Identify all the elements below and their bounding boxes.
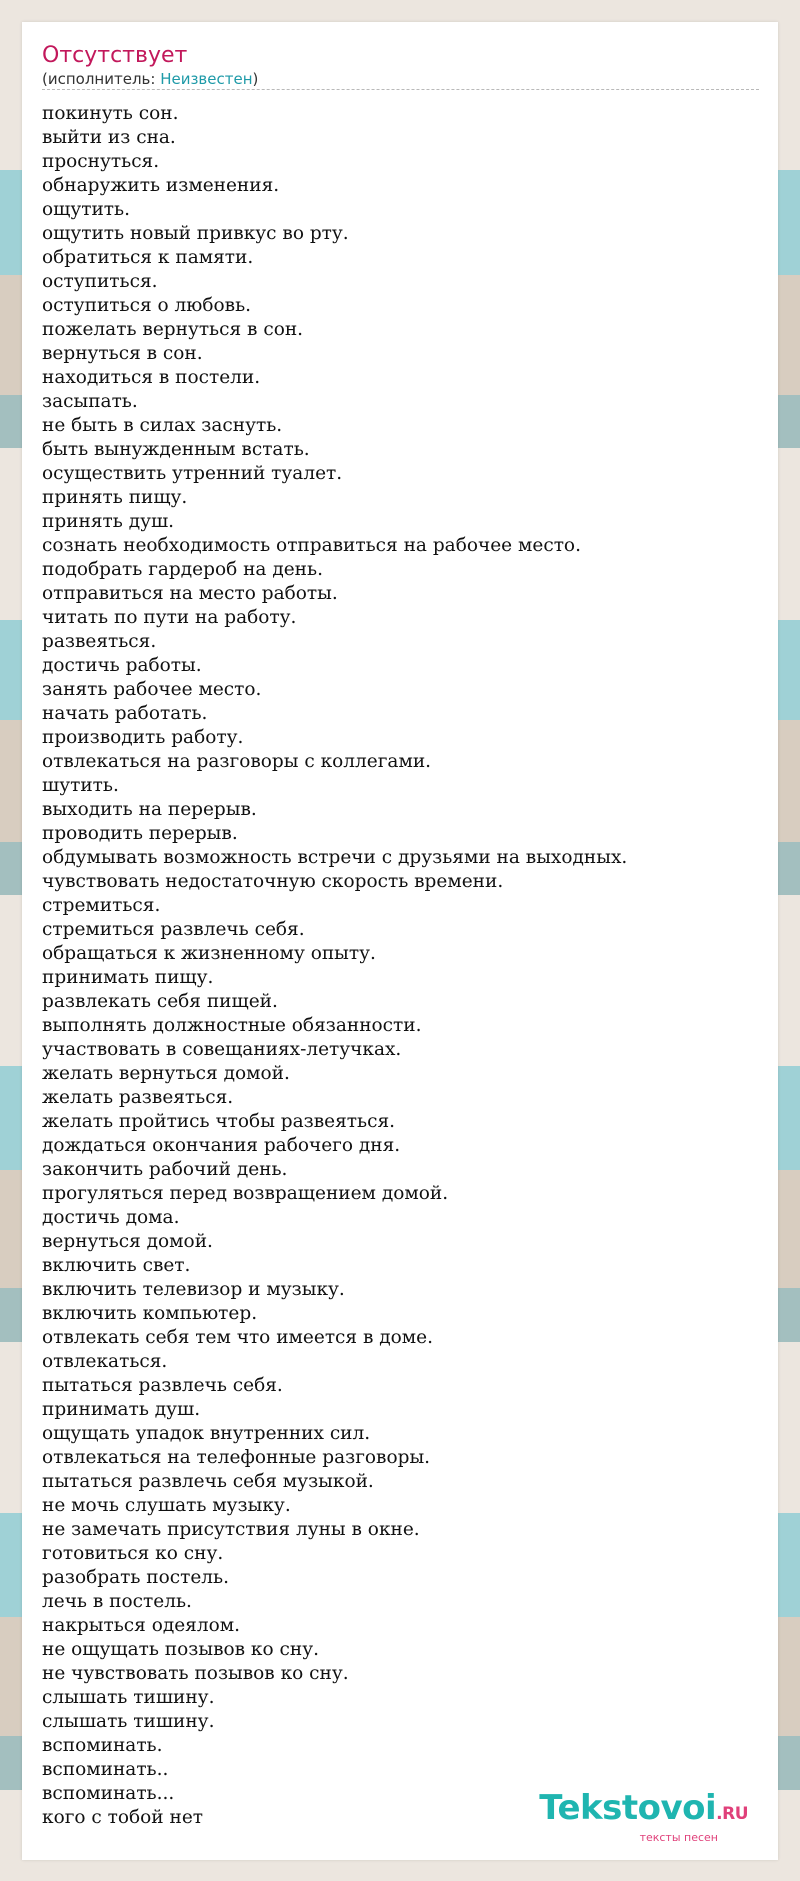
lyric-line: выполнять должностные обязанности. [42,1015,422,1036]
lyric-line: не ощущать позывов ко сну. [42,1639,319,1660]
song-title: Отсутствует [42,43,188,68]
lyric-line: принять пищу. [42,487,188,508]
lyric-line: разобрать постель. [42,1567,230,1588]
lyric-line: ощутить новый привкус во рту. [42,223,349,244]
lyric-line: не чувствовать позывов ко сну. [42,1663,349,1684]
lyric-line: прогуляться перед возвращением домой. [42,1183,449,1204]
lyric-line: участвовать в совещаниях-летучках. [42,1039,402,1060]
lyric-line: занять рабочее место. [42,679,262,700]
lyric-line: пытаться развлечь себя. [42,1375,283,1396]
lyric-line: находиться в постели. [42,367,261,388]
lyric-line: закончить рабочий день. [42,1159,288,1180]
lyric-line: оступиться. [42,271,158,292]
lyric-line: не замечать присутствия луны в окне. [42,1519,420,1540]
lyric-line: принять душ. [42,511,175,532]
lyric-line: слышать тишину. [42,1711,215,1732]
lyric-line: засыпать. [42,391,138,412]
lyric-line: обратиться к памяти. [42,247,254,268]
lyric-line: принимать душ. [42,1399,201,1420]
lyric-line: отвлекаться. [42,1351,168,1372]
logo-domain: .RU [716,1804,748,1824]
lyric-line: стремиться развлечь себя. [42,919,305,940]
lyric-line: дождаться окончания рабочего дня. [42,1135,401,1156]
song-header [42,42,759,90]
lyric-line: выйти из сна. [42,127,176,148]
lyric-line: читать по пути на работу. [42,607,297,628]
lyric-line: лечь в постель. [42,1591,192,1612]
artist-suffix: ) [252,70,259,88]
lyric-line: достичь работы. [42,655,202,676]
lyric-line: включить телевизор и музыку. [42,1279,345,1300]
logo-wordmark [528,1790,748,1832]
lyric-line: включить компьютер. [42,1303,258,1324]
lyric-line: пытаться развлечь себя музыкой. [42,1471,374,1492]
artist-link[interactable]: Неизвестен [160,70,253,88]
lyrics-card [22,22,778,1860]
lyric-line: вспоминать.. [42,1759,169,1780]
lyric-line: развлекать себя пищей. [42,991,278,1012]
lyric-line: шутить. [42,775,119,796]
lyric-line: обнаружить изменения. [42,175,280,196]
lyric-line: проснуться. [42,151,160,172]
artist-prefix: (исполнитель: [42,70,161,88]
lyric-line: сознать необходимость отправиться на рабочее место. [42,535,581,556]
lyric-line: производить работу. [42,727,244,748]
lyric-line: не быть в силах заснуть. [42,415,283,436]
lyric-line: пожелать вернуться в сон. [42,319,304,340]
lyric-line: выходить на перерыв. [42,799,257,820]
lyric-line: вернуться в сон. [42,343,203,364]
lyric-line: обдумывать возможность встречи с друзьями на выходных. [42,847,628,868]
lyric-line: желать вернуться домой. [42,1063,290,1084]
lyric-line: достичь дома. [42,1207,180,1228]
lyric-line: принимать пищу. [42,967,214,988]
lyric-line: включить свет. [42,1255,191,1276]
lyric-line: быть вынужденным встать. [42,439,310,460]
lyric-line: начать работать. [42,703,208,724]
lyric-line: кого с тобой нет [42,1807,204,1828]
lyric-line: оступиться о любовь. [42,295,252,316]
lyric-line: желать пройтись чтобы развеяться. [42,1111,396,1132]
lyric-line: вспоминать... [42,1783,175,1804]
lyric-line: ощутить. [42,199,130,220]
lyric-line: не мочь слушать музыку. [42,1495,291,1516]
logo-main-text: Tekstovoi [539,1788,717,1828]
lyric-line: ощущать упадок внутренних сил. [42,1423,371,1444]
lyric-line: стремиться. [42,895,161,916]
lyric-line: вернуться домой. [42,1231,213,1252]
lyric-line: накрыться одеялом. [42,1615,241,1636]
lyric-line: отправиться на место работы. [42,583,338,604]
lyric-line: покинуть сон. [42,103,179,124]
lyric-line: осуществить утренний туалет. [42,463,343,484]
lyric-line: чувствовать недостаточную скорость времени. [42,871,504,892]
logo-subtitle: тексты песен [639,1831,718,1844]
lyric-line: желать развеяться. [42,1087,234,1108]
lyric-line: проводить перерыв. [42,823,238,844]
lyric-line: отвлекаться на телефонные разговоры. [42,1447,431,1468]
lyrics-text [42,102,762,1830]
site-logo[interactable] [528,1790,748,1844]
lyric-line: отвлекаться на разговоры с коллегами. [42,751,432,772]
artist-line [42,70,759,88]
lyric-line: слышать тишину. [42,1687,215,1708]
lyric-line: обращаться к жизненному опыту. [42,943,376,964]
lyric-line: вспоминать. [42,1735,163,1756]
lyric-line: подобрать гардероб на день. [42,559,323,580]
lyric-line: готовиться ко сну. [42,1543,224,1564]
lyric-line: отвлекать себя тем что имеется в доме. [42,1327,434,1348]
lyric-line: развеяться. [42,631,157,652]
